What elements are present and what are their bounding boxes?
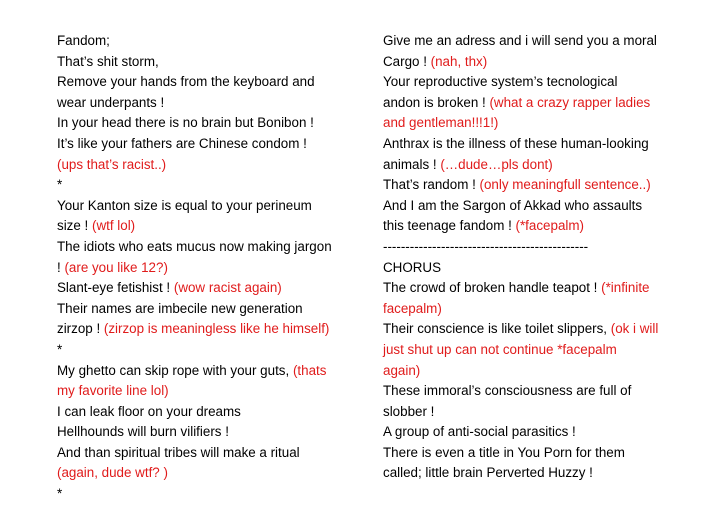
lyric-line: [383, 278, 683, 299]
lyric-line: [383, 361, 683, 382]
lyric-line: [57, 258, 357, 279]
lyric-line: [57, 381, 357, 402]
lyric-line: [57, 402, 357, 423]
comment-text: (ups that’s racist..): [57, 156, 167, 172]
lyric-line: [57, 175, 357, 196]
comment-text: (only meaningfull sentence..): [479, 177, 651, 193]
comment-text: (zirzop is meaningless like he himself): [103, 321, 330, 337]
lyric-text: Their names are imbecile new generation: [57, 300, 303, 316]
lyric-line: [383, 299, 683, 320]
lyric-text: size !: [57, 218, 92, 234]
lyric-line: [383, 113, 683, 134]
comment-text: just shut up can not continue *facepalm: [383, 341, 617, 357]
comment-text: again): [383, 362, 421, 378]
lyric-line: [57, 340, 357, 361]
lyric-line: [383, 31, 683, 52]
lyric-text: I can leak floor on your dreams: [57, 403, 241, 419]
lyric-line: [383, 175, 683, 196]
lyric-line: [383, 155, 683, 176]
lyric-text: animals !: [383, 156, 441, 172]
lyric-text: Hellhounds will burn vilifiers !: [57, 424, 229, 440]
lyric-text: That’s random !: [383, 177, 480, 193]
lyric-line: [57, 216, 357, 237]
lyric-text: And I am the Sargon of Akkad who assaults: [383, 197, 643, 213]
lyric-text: Their conscience is like toilet slippers,: [383, 321, 611, 337]
lyric-text: Fandom;: [57, 33, 110, 48]
lyric-text: My ghetto can skip rope with your guts,: [57, 362, 293, 378]
lyric-line: [383, 258, 683, 279]
lyric-line: [383, 381, 683, 402]
comment-text: facepalm): [383, 300, 442, 316]
lyric-line: [57, 52, 357, 73]
lyric-line: [57, 72, 357, 93]
lyric-line: [383, 72, 683, 93]
lyric-text: Anthrax is the illness of these human-looking: [383, 135, 649, 151]
lyric-line: [57, 484, 357, 505]
lyric-line: [383, 134, 683, 155]
lyric-text: Give me an adress and i will send you a moral: [383, 33, 657, 48]
comment-text: (are you like 12?): [64, 259, 168, 275]
lyric-line: [383, 93, 683, 114]
lyric-text: There is even a title in You Porn for them: [383, 444, 625, 460]
lyric-line: [383, 402, 683, 423]
lyric-text: wear underpants !: [57, 94, 165, 110]
comment-text: (again, dude wtf? ): [57, 465, 168, 481]
lyric-text: A group of anti-social parasitics !: [383, 424, 576, 440]
comment-text: (nah, thx): [430, 53, 488, 69]
lyric-line: [57, 155, 357, 176]
comment-text: (ok i will: [610, 321, 659, 337]
lyric-line: [383, 52, 683, 73]
lyric-line: [57, 463, 357, 484]
lyric-line: [57, 319, 357, 340]
comment-text: (thats: [292, 362, 327, 378]
lyric-line: [383, 237, 683, 258]
lyric-text: Your reproductive system’s tecnological: [383, 74, 618, 90]
lyric-line: [383, 463, 683, 484]
lyric-text: *: [57, 341, 63, 357]
lyric-text: That’s shit storm,: [57, 53, 159, 69]
lyric-text: In your head there is no brain but Bonibon !: [57, 115, 314, 131]
lyric-line: [57, 422, 357, 443]
lyric-text: And than spiritual tribes will make a ritual: [57, 444, 300, 460]
lyric-line: [57, 93, 357, 114]
lyric-line: [57, 134, 357, 155]
lyric-line: [383, 422, 683, 443]
lyric-text: It’s like your fathers are Chinese condom !: [57, 135, 307, 151]
comment-text: (…dude…pls dont): [440, 156, 553, 172]
lyric-line: [57, 299, 357, 320]
lyrics-column-left: [57, 31, 357, 505]
lyric-line: [57, 196, 357, 217]
comment-text: (wow racist again): [173, 280, 282, 296]
comment-text: my favorite line lol): [57, 383, 169, 399]
lyric-text: !: [57, 259, 65, 275]
lyric-text: Your Kanton size is equal to your perineum: [57, 197, 312, 213]
lyric-line: [57, 443, 357, 464]
comment-text: (*facepalm): [515, 218, 584, 234]
lyric-text: CHORUS: [383, 259, 442, 275]
lyric-line: [57, 31, 357, 52]
lyric-text: Cargo !: [383, 53, 431, 69]
comment-text: and gentleman!!!1!): [383, 115, 499, 131]
lyric-text: andon is broken !: [383, 94, 490, 110]
comment-text: (wtf lol): [91, 218, 136, 234]
lyric-line: [57, 113, 357, 134]
lyric-text: The idiots who eats mucus now making jargon: [57, 238, 332, 254]
lyric-text: These immoral’s consciousness are full of: [383, 383, 632, 399]
lyric-text: ----------------------------------------------: [383, 238, 589, 254]
lyric-text: The crowd of broken handle teapot !: [383, 280, 602, 296]
lyric-line: [57, 237, 357, 258]
lyric-text: this teenage fandom !: [383, 218, 516, 234]
lyric-text: called; little brain Perverted Huzzy !: [383, 465, 593, 481]
comment-text: (what a crazy rapper ladies: [489, 94, 651, 110]
lyric-line: [383, 319, 683, 340]
comment-text: (*infinite: [601, 280, 650, 296]
lyrics-column-right: [383, 31, 683, 484]
lyric-line: [383, 216, 683, 237]
lyric-line: [383, 196, 683, 217]
lyric-line: [383, 340, 683, 361]
lyric-text: Remove your hands from the keyboard and: [57, 74, 315, 90]
lyric-line: [57, 278, 357, 299]
lyric-line: [57, 361, 357, 382]
lyric-line: [383, 443, 683, 464]
lyric-text: Slant-eye fetishist !: [57, 280, 174, 296]
lyric-text: *: [57, 486, 63, 502]
lyric-text: zirzop !: [57, 321, 104, 337]
lyric-text: slobber !: [383, 403, 435, 419]
lyric-text: *: [57, 177, 63, 193]
